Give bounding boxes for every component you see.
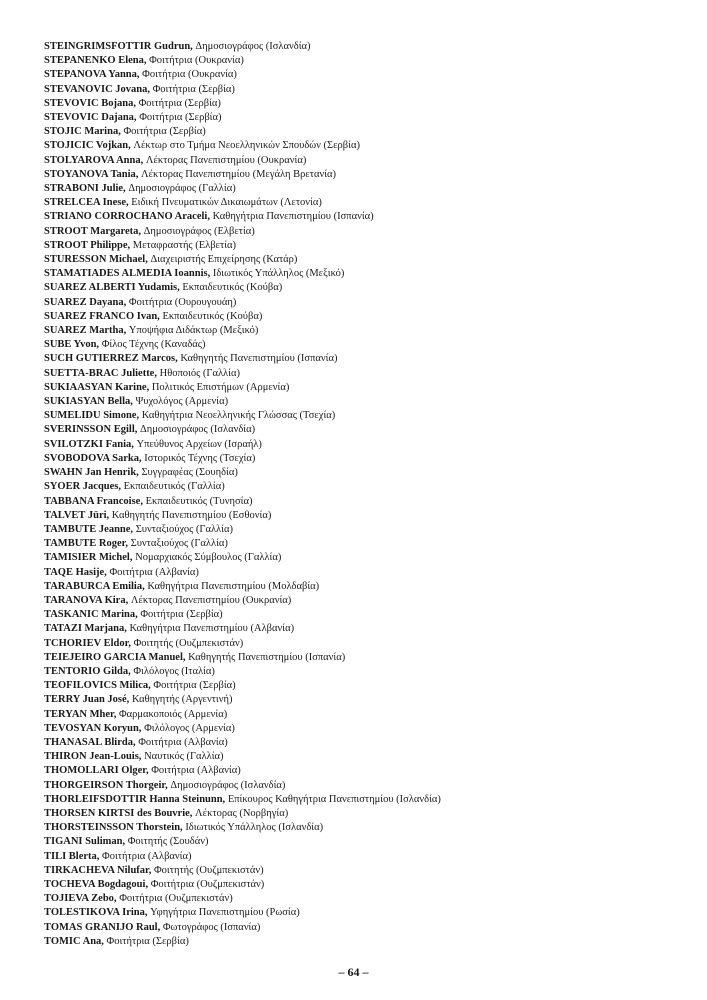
list-item [44, 622, 684, 636]
list-item [44, 352, 684, 366]
entry-name: TIGANI Suliman, [44, 836, 126, 848]
entry-description: Λέκτορας Πανεπιστημίου (Μεγάλη Βρετανία) [138, 168, 337, 180]
entry-name: TOLESTIKOVA Irina, [44, 907, 148, 919]
entry-name: STOJICIC Vojkan, [44, 140, 131, 152]
entry-description: Φοιτήτρια (Σερβία) [103, 935, 189, 947]
entry-description: Καθηγητής Πανεπιστημίου (Ισπανία) [177, 353, 338, 365]
entry-name: TOMIC Ana, [44, 935, 104, 947]
list-item [44, 139, 684, 153]
entry-description: Φοιτήτρια (Ουζμπεκιστάν) [116, 893, 233, 905]
entry-name: SUCH GUTIERREZ Marcos, [44, 353, 178, 365]
list-item [44, 281, 684, 295]
entry-description: Καθηγήτρια Νεοελληνικής Γλώσσας (Τσεχία) [139, 410, 336, 422]
list-item [44, 267, 684, 281]
list-item [44, 338, 684, 352]
entry-name: SUKIASYAN Bella, [44, 396, 133, 408]
entry-description: Φαρμακοποιός (Αρμενία) [116, 708, 228, 720]
entry-description: Καθηγήτρια Πανεπιστημίου (Ισπανία) [209, 211, 374, 223]
entry-description: Ιστορικός Τέχνης (Τσεχία) [141, 452, 256, 464]
list-item [44, 764, 684, 778]
entry-name: SUMELIDU Simone, [44, 410, 140, 422]
entry-description: Φοιτητής (Σουδάν) [125, 836, 209, 848]
entry-name: SWAHN Jan Henrik, [44, 467, 139, 479]
entry-description: Ναυτικός (Γαλλία) [141, 751, 224, 763]
list-item [44, 225, 684, 239]
entry-name: TOJIEVA Zebo, [44, 893, 117, 905]
list-item [44, 367, 684, 381]
entry-name: STEVOVIC Dajana, [44, 112, 137, 124]
entry-name: SUAREZ ALBERTI Yudamis, [44, 282, 180, 294]
entry-description: Ιδιωτικός Υπάλληλος (Μεξικό) [210, 268, 345, 280]
list-item [44, 921, 684, 935]
entry-description: Συγγραφέας (Σουηδία) [138, 467, 238, 479]
entry-name: STAMATIADES ALMEDIA Ioannis, [44, 268, 211, 280]
list-item [44, 125, 684, 139]
list-item [44, 196, 684, 210]
list-item [44, 452, 684, 466]
entry-name: SUAREZ FRANCO Ivan, [44, 310, 160, 322]
entry-description: Υποψήφια Διδάκτωρ (Μεξικό) [126, 325, 259, 337]
entry-name: THIRON Jean-Louis, [44, 751, 142, 763]
entry-description: Φοιτήτρια (Σερβία) [136, 112, 222, 124]
list-item [44, 154, 684, 168]
page-number: – 64 – [338, 965, 369, 979]
entry-name: TILI Blerta, [44, 850, 100, 862]
list-item [44, 679, 684, 693]
entry-name: SUBE Yvon, [44, 339, 100, 351]
participant-list [44, 40, 684, 949]
list-item [44, 608, 684, 622]
entry-name: THORSEN KIRTSI des Bouvrie, [44, 807, 193, 819]
list-item [44, 594, 684, 608]
entry-name: TABBANA Francoise, [44, 495, 143, 507]
list-item [44, 566, 684, 580]
entry-description: Καθηγήτρια Πανεπιστημίου (Αλβανία) [126, 623, 295, 635]
list-item [44, 509, 684, 523]
entry-name: TEVOSYAN Koryun, [44, 722, 142, 734]
list-item [44, 239, 684, 253]
entry-description: Φίλος Τέχνης (Καναδάς) [99, 339, 206, 351]
entry-name: TAQE Hasije, [44, 566, 107, 578]
entry-name: SYOER Jacques, [44, 481, 122, 493]
entry-name: THORGEIRSON Thorgeir, [44, 779, 168, 791]
entry-description: Πολιτικός Επιστήμων (Αρμενία) [149, 381, 290, 393]
list-item [44, 40, 684, 54]
entry-name: TASKANIC Marina, [44, 609, 138, 621]
entry-description: Υπεύθυνος Αρχείων (Ισραήλ) [133, 438, 262, 450]
entry-name: SVOBODOVA Sarka, [44, 452, 142, 464]
list-item [44, 779, 684, 793]
entry-name: TIRKACHEVA Nilufar, [44, 864, 152, 876]
entry-name: TENTORIO Gilda, [44, 665, 131, 677]
entry-name: STOLYAROVA Anna, [44, 154, 144, 166]
list-item [44, 722, 684, 736]
entry-name: STRELCEA Inese, [44, 197, 129, 209]
entry-description: Φοιτήτρια (Σερβία) [120, 126, 206, 138]
entry-description: Φοιτήτρια (Σερβία) [150, 83, 235, 95]
list-item [44, 580, 684, 594]
entry-description: Φοιτήτρια (Ουζμπεκιστάν) [148, 878, 265, 890]
entry-name: TARANOVA Kira, [44, 594, 129, 606]
list-item [44, 906, 684, 920]
entry-name: STEPANENKO Elena, [44, 55, 147, 67]
entry-description: Συνταξιούχος (Γαλλία) [128, 538, 228, 550]
entry-name: STEPANOVA Yanna, [44, 69, 140, 81]
entry-name: TCHORIEV Eldor, [44, 637, 131, 649]
entry-description: Φοιτητής (Ουζμπεκιστάν) [151, 864, 264, 876]
entry-name: TAMBUTE Jeanne, [44, 523, 134, 535]
entry-description: Ψυχολόγος (Αρμενία) [132, 396, 229, 408]
entry-name: SUKIAASYAN Karine, [44, 381, 150, 393]
list-item [44, 466, 684, 480]
list-item [44, 793, 684, 807]
entry-description: Φοιτήτρια (Ουρουγουάη) [126, 296, 237, 308]
list-item [44, 637, 684, 651]
list-item [44, 864, 684, 878]
entry-description: Επίκουρος Καθηγήτρια Πανεπιστημίου (Ισλανδία) [225, 793, 441, 805]
list-item [44, 750, 684, 764]
list-item [44, 537, 684, 551]
list-item [44, 935, 684, 949]
entry-description: Διαχειριστής Επιχείρησης (Κατάρ) [147, 254, 298, 266]
list-item [44, 68, 684, 82]
entry-description: Φοιτήτρια (Ουκρανία) [139, 69, 237, 81]
entry-name: SVERINSSON Egill, [44, 424, 138, 436]
list-item [44, 495, 684, 509]
entry-description: Φιλόλογος (Ιταλία) [130, 665, 215, 677]
list-item [44, 665, 684, 679]
entry-name: TAMISIER Michel, [44, 552, 133, 564]
entry-name: SVILOTZKI Fania, [44, 438, 134, 450]
entry-description: Εκπαιδευτικός (Κούβα) [179, 282, 283, 294]
entry-description: Εκπαιδευτικός (Τυνησία) [142, 495, 253, 507]
entry-description: Εκπαιδευτικός (Κούβα) [159, 310, 263, 322]
entry-description: Φοιτήτρια (Ουκρανία) [146, 55, 244, 67]
entry-name: TOCHEVA Bogdagoui, [44, 878, 149, 890]
entry-description: Δημοσιογράφος (Γαλλία) [125, 183, 236, 195]
entry-name: THORSTEINSSON Thorstein, [44, 822, 183, 834]
list-item [44, 523, 684, 537]
list-item [44, 708, 684, 722]
list-item [44, 310, 684, 324]
entry-description: Δημοσιογράφος (Ισλανδία) [137, 424, 256, 436]
list-item [44, 850, 684, 864]
entry-name: STURESSON Michael, [44, 254, 148, 266]
entry-name: STEVANOVIC Jovana, [44, 83, 150, 95]
list-item [44, 438, 684, 452]
entry-description: Εκπαιδευτικός (Γαλλία) [121, 481, 225, 493]
entry-description: Φοιτήτρια (Σερβία) [150, 680, 236, 692]
entry-description: Δημοσιογράφος (Ελβετία) [141, 225, 255, 237]
list-item [44, 210, 684, 224]
list-item [44, 551, 684, 565]
list-item [44, 168, 684, 182]
list-item [44, 821, 684, 835]
list-item [44, 83, 684, 97]
list-item [44, 182, 684, 196]
entry-description: Ιδιωτικός Υπάλληλος (Ισλανδία) [182, 822, 324, 834]
entry-description: Φωτογράφος (Ισπανία) [160, 921, 261, 933]
list-item [44, 892, 684, 906]
list-item [44, 54, 684, 68]
list-item [44, 878, 684, 892]
entry-description: Φοιτήτρια (Αλβανία) [135, 736, 228, 748]
entry-name: TALVET Jüri, [44, 509, 110, 521]
entry-description: Φοιτήτρια (Σερβία) [135, 97, 221, 109]
entry-name: SUETTA-BRAC Juliette, [44, 367, 157, 379]
list-item [44, 480, 684, 494]
entry-description: Λέκτορας Πανεπιστημίου (Ουκρανία) [143, 154, 307, 166]
entry-name: TARABURCA Emilia, [44, 580, 145, 592]
entry-description: Φοιτητής (Ουζμπεκιστάν) [130, 637, 244, 649]
entry-name: STROOT Margareta, [44, 225, 142, 237]
entry-name: STRABONI Julie, [44, 183, 126, 195]
list-item [44, 693, 684, 707]
entry-name: STROOT Philippe, [44, 239, 131, 251]
entry-name: TEOFILOVICS Milica, [44, 680, 151, 692]
entry-description: Συνταξιούχος (Γαλλία) [133, 523, 233, 535]
list-item [44, 97, 684, 111]
entry-description: Καθηγητής (Αργεντινή) [129, 694, 233, 706]
entry-description: Καθηγητής Πανεπιστημίου (Εσθονία) [109, 509, 272, 521]
entry-name: TEIEJEIRO GARCIA Manuel, [44, 651, 186, 663]
list-item [44, 651, 684, 665]
entry-description: Φοιτήτρια (Σερβία) [137, 609, 223, 621]
entry-description: Δημοσιογράφος (Ισλανδία) [167, 779, 286, 791]
entry-description: Φοιτήτρια (Αλβανία) [106, 566, 199, 578]
entry-name: TERYAN Mher, [44, 708, 117, 720]
entry-description: Μεταφραστής (Ελβετία) [130, 239, 237, 251]
entry-description: Φοιτήτρια (Αλβανία) [99, 850, 192, 862]
entry-description: Νομαρχιακός Σύμβουλος (Γαλλία) [132, 552, 282, 564]
entry-description: Φοιτήτρια (Αλβανία) [148, 765, 241, 777]
entry-description: Ειδική Πνευματικών Δικαιωμάτων (Λετονία) [128, 197, 322, 209]
entry-description: Καθηγήτρια Πανεπιστημίου (Μολδαβία) [144, 580, 320, 592]
entry-name: STEVOVIC Bojana, [44, 97, 136, 109]
list-item [44, 423, 684, 437]
entry-description: Φιλόλογος (Αρμενία) [141, 722, 235, 734]
entry-description: Καθηγητής Πανεπιστημίου (Ισπανία) [185, 651, 346, 663]
entry-description: Δημοσιογράφος (Ισλανδία) [192, 41, 311, 52]
list-item [44, 807, 684, 821]
list-item [44, 835, 684, 849]
list-item [44, 296, 684, 310]
entry-description: Λέκτορας (Νορβηγία) [192, 807, 289, 819]
list-item [44, 324, 684, 338]
entry-description: Υφηγήτρια Πανεπιστημίου (Ρωσία) [147, 907, 300, 919]
list-item [44, 381, 684, 395]
entry-description: Λέκτωρ στο Τμήμα Νεοελληνικών Σπουδών (Σερβία) [130, 140, 360, 152]
entry-name: THOMOLLARI Olger, [44, 765, 149, 777]
entry-name: SUAREZ Martha, [44, 325, 127, 337]
list-item [44, 395, 684, 409]
entry-name: STEINGRIMSFOTTIR Gudrun, [44, 41, 193, 52]
list-item [44, 409, 684, 423]
entry-name: STRIANO CORROCHANO Araceli, [44, 211, 210, 223]
entry-name: TERRY Juan José, [44, 694, 130, 706]
entry-name: STOYANOVA Tania, [44, 168, 139, 180]
entry-name: SUAREZ Dayana, [44, 296, 127, 308]
entry-name: THORLEIFSDOTTIR Hanna Steinunn, [44, 793, 226, 805]
entry-description: Ηθοποιός (Γαλλία) [156, 367, 240, 379]
entry-name: TAMBUTE Roger, [44, 538, 128, 550]
list-item [44, 253, 684, 267]
entry-name: THANASAL Blirda, [44, 736, 136, 748]
entry-name: TOMAS GRANIJO Raul, [44, 921, 161, 933]
list-item [44, 111, 684, 125]
entry-description: Λέκτορας Πανεπιστημίου (Ουκρανία) [128, 594, 292, 606]
list-item [44, 736, 684, 750]
entry-name: STOJIC Marina, [44, 126, 121, 138]
entry-name: TATAZI Marjana, [44, 623, 127, 635]
